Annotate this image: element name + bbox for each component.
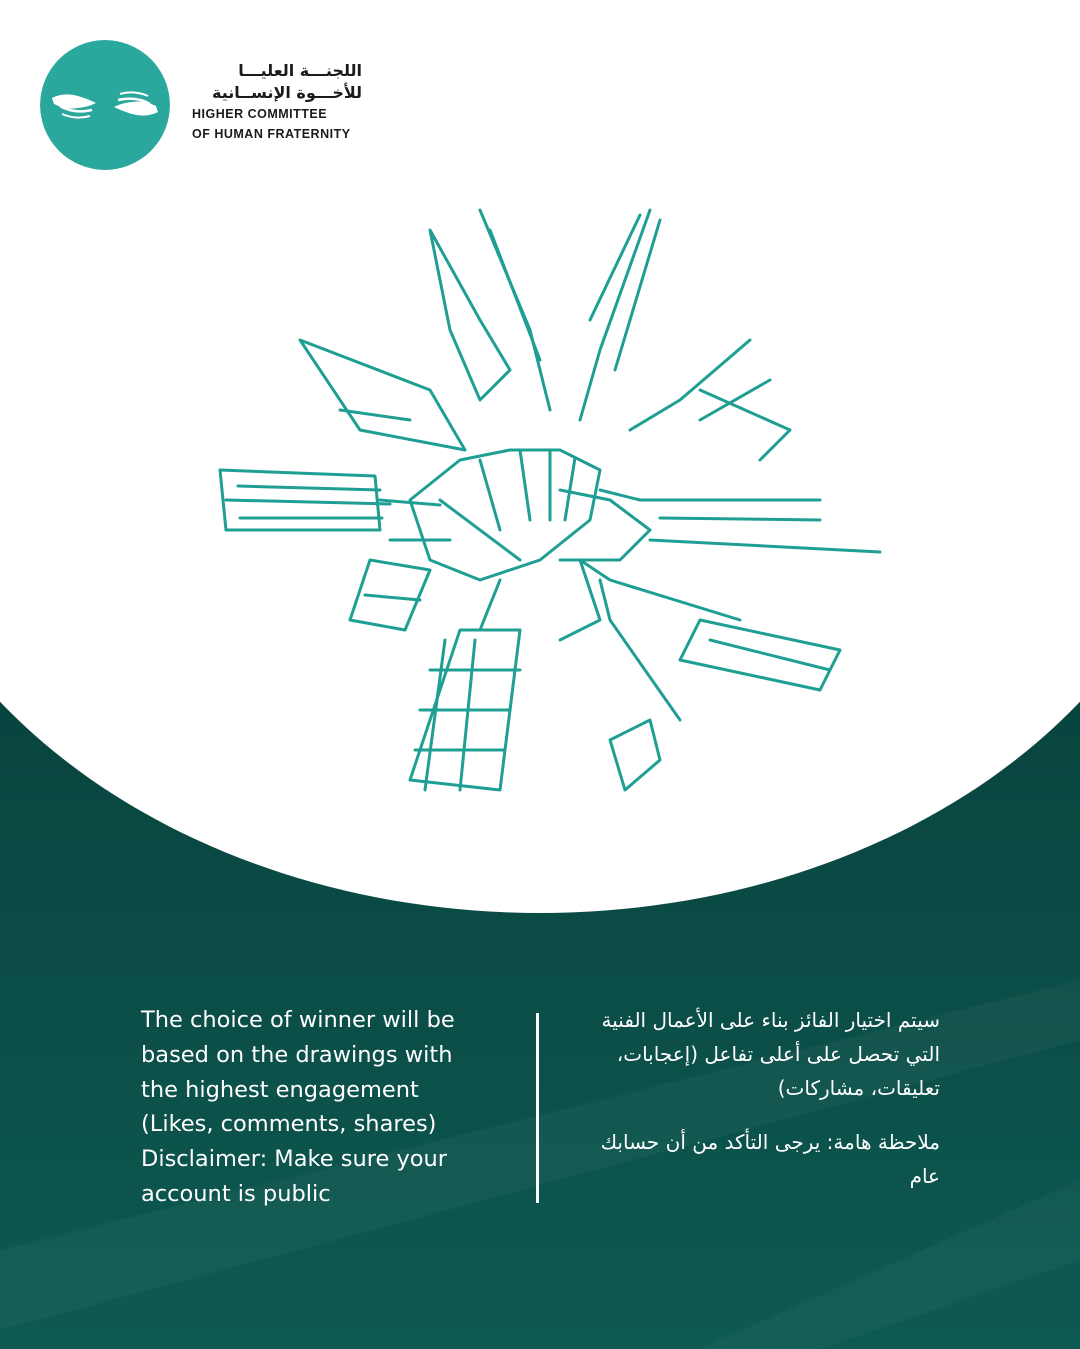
logo-text (192, 60, 362, 144)
english-line-1: The choice of winner will be (141, 1007, 455, 1033)
english-line-3: the highest engagement (141, 1076, 419, 1103)
logo-arabic-line-1: اللجنـــة العليـــا (238, 61, 362, 80)
logo-english-line-2: OF HUMAN FRATERNITY (192, 127, 351, 141)
logo-arabic-line-2: للأخـــوة الإنســانية (211, 83, 362, 102)
english-line-4: (Likes, comments, shares) (141, 1111, 437, 1138)
arabic-paragraph-1: سيتم اختيار الفائز بناء على الأعمال الفنية التي تحصل على أعلى تفاعل (إعجابات، تعليقات، مشاركات) (601, 1008, 940, 1100)
logo-english-line-1: HIGHER COMMITTEE (192, 107, 328, 121)
divider (536, 1013, 539, 1203)
english-line-2: based on the drawings with (141, 1041, 453, 1068)
english-line-6: account is public (141, 1180, 331, 1207)
hands-reaching-icon (40, 40, 170, 170)
stacked-hands-sketch-icon (180, 200, 900, 810)
arabic-paragraph-2: ملاحظة هامة: يرجى التأكد من أن حسابك عام (600, 1130, 940, 1188)
english-message (141, 1003, 511, 1212)
arabic-message (576, 1003, 940, 1193)
english-line-5: Disclaimer: Make sure your (141, 1146, 448, 1173)
logo (40, 40, 370, 172)
